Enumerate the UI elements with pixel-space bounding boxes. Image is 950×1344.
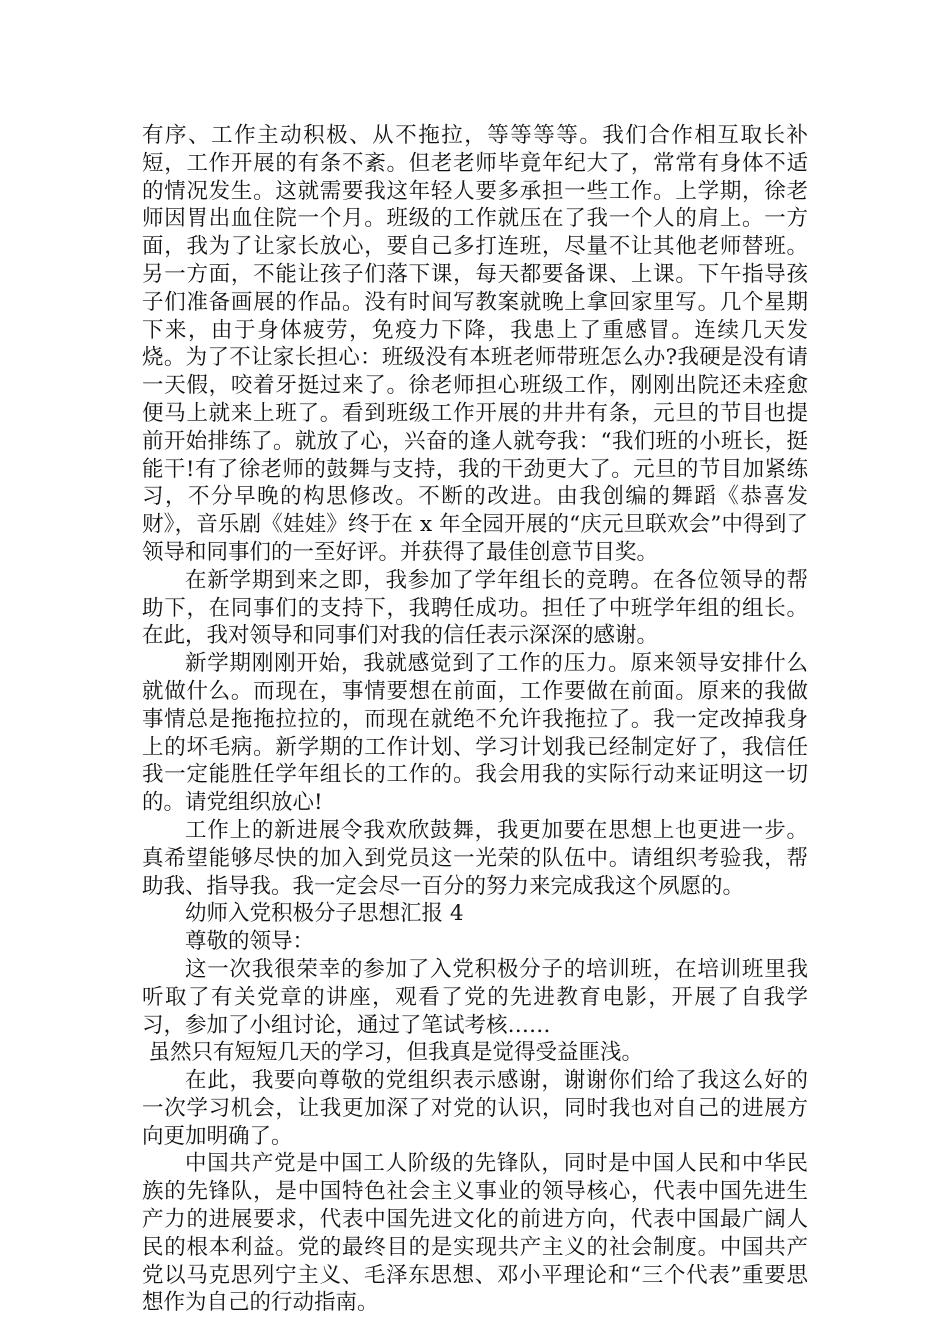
- paragraph-1: 有序、工作主动积极、从不拖拉，等等等等。我们合作相互取长补短，工作开展的有条不紊。但老老师毕竟年纪大了，常常有身体不适的情况发生。这就需要我这年轻人要多承担一些工作。上学期，徐老师因胃出血住院一个月。班级的工作就压在了我一个人的肩上。一方面，我为了让家长放心，要自己多打连班，尽量不让其他老师替班。另一方面，不能让孩子们落下课，每天都要备课、上课。下午指导孩子们准备画展的作品。没有时间写教案就晚上拿回家里写。几个星期下来，由于身体疲劳，免疫力下降，我患上了重感冒。连续几天发烧。为了不让家长担心：班级没有本班老师带班怎么办?我硬是没有请一天假，咬着牙挺过来了。徐老师担心班级工作，刚刚出院还未痊愈便马上就来上班了。看到班级工作开展的井井有条，元旦的节目也提前开始排练了。就放了心，兴奋的逢人就夸我：“我们班的小班长，挺能干!有了徐老师的鼓舞与支持，我的干劲更大了。元旦的节目加紧练习，不分早晚的构思修改。不断的改进。由我创编的舞蹈《恭喜发财》，音乐剧《娃娃》终于在 x 年全园开展的“庆元旦联欢会”中得到了领导和同事们的一至好评。并获得了最佳创意节目奖。: [142, 123, 808, 565]
- paragraph-2: 在新学期到来之即，我参加了学年组长的竞聘。在各位领导的帮助下，在同事们的支持下，我聘任成功。担任了中班学年组的组长。在此，我对领导和同事们对我的信任表示深深的感谢。: [142, 567, 808, 649]
- section-heading: 幼师入党积极分子思想汇报 4: [185, 901, 464, 927]
- paragraph-5: 这一次我很荣幸的参加了入党积极分子的培训班，在培训班里我听取了有关党章的讲座，观看了党的先进教育电影，开展了自我学习，参加了小组讨论，通过了笔试考核……: [142, 956, 808, 1038]
- document-body: [142, 122, 808, 1317]
- paragraph-6: 虽然只有短短几天的学习，但我真是觉得受益匪浅。: [148, 1040, 643, 1066]
- paragraph-7: 在此，我要向尊敬的党组织表示感谢，谢谢你们给了我这么好的一次学习机会，让我更加深了对党的认识，同时我也对自己的进展方向更加明确了。: [142, 1068, 808, 1149]
- paragraph-8: 中国共产党是中国工人阶级的先锋队，同时是中国人民和中华民族的先锋队，是中国特色社会主义事业的领导核心，代表中国先进生产力的进展要求，代表中国先进文化的前进方向，代表中国最广阔人民的根本利益。党的最终目的是实现共产主义的社会制度。中国共产党以马克思列宁主义、毛泽东思想、邓小平理论和“三个代表”重要思想作为自己的行动指南。: [142, 1151, 808, 1316]
- paragraph-4: 工作上的新进展令我欢欣鼓舞，我更加要在思想上也更进一步。真希望能够尽快的加入到党员这一光荣的队伍中。请组织考验我，帮助我、指导我。我一定会尽一百分的努力来完成我这个夙愿的。: [142, 817, 808, 899]
- paragraph-3: 新学期刚刚开始，我就感觉到了工作的压力。原来领导安排什么就做什么。而现在，事情要想在前面，工作要做在前面。原来的我做事情总是拖拖拉拉的，而现在就绝不允许我拖拉了。我一定改掉我身上的坏毛病。新学期的工作计划、学习计划我已经制定好了，我信任我一定能胜任学年组长的工作的。我会用我的实际行动来证明这一切的。请党组织放心!: [142, 651, 808, 816]
- salutation: 尊敬的领导：: [185, 929, 315, 955]
